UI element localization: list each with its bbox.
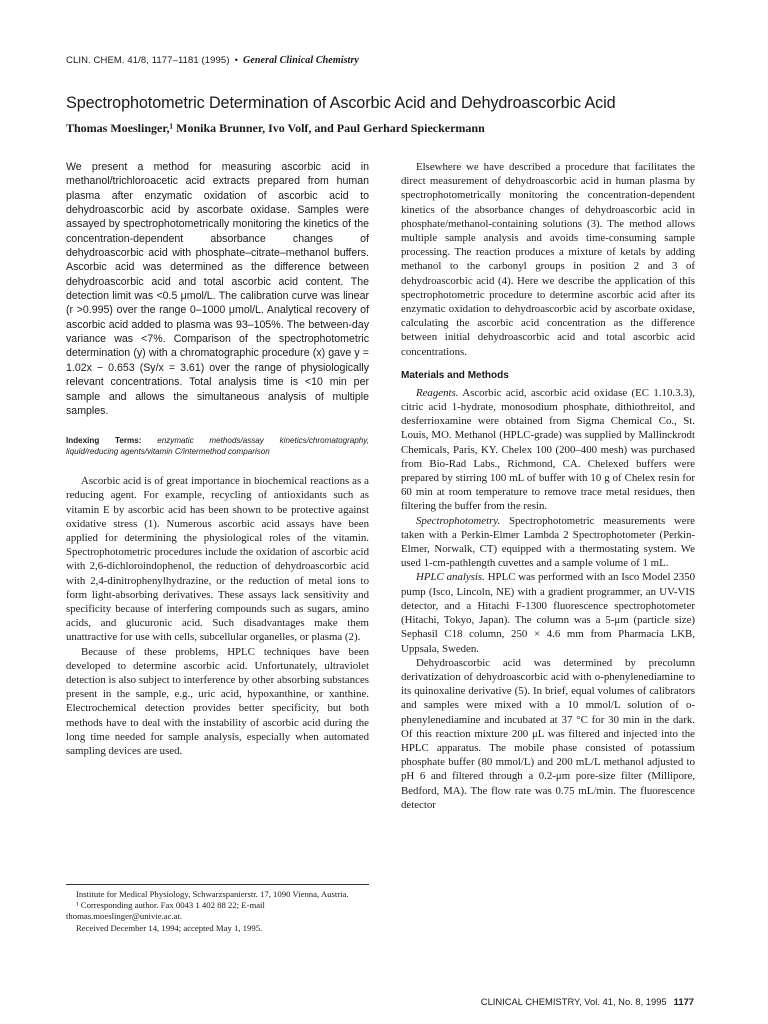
left-column — [66, 160, 369, 758]
reagents-text: Ascorbic acid, ascorbic acid oxidase (EC 1.10.3.3), citric acid 1-hydrate, monosodium phosphate, dithiothreitol, and desferrioxamine were obtained from Sigma Chemical Co., St. Louis, MO. Methanol (HPLC-grade) was supplied by Mallinckrodt Chemicals, Paris, KY. Chelex 100 (200–400 mesh) was purchased from Bio-Rad Labs., Richmond, CA. Chelexed buffers were prepared by stirring 100 mL of buffer with 10 g of Chelex resin for 60 min at room temperature to remove trace metal residues, then filtering the buffer from the resin. — [401, 386, 695, 513]
running-head — [66, 55, 359, 66]
spacer — [66, 457, 369, 474]
page-number: 1177 — [673, 996, 694, 1007]
section-heading-materials: Materials and Methods — [401, 369, 509, 381]
indexing-terms-label: Indexing Terms: — [66, 436, 142, 446]
bullet: • — [234, 55, 239, 66]
author-list: Thomas Moeslinger,¹ Monika Brunner, Ivo Volf, and Paul Gerhard Spieckermann — [66, 121, 485, 135]
affiliation-footnote: Institute for Medical Physiology, Schwarzspanierstr. 17, 1090 Vienna, Austria. — [76, 889, 349, 899]
section-name: General Clinical Chemistry — [243, 55, 359, 66]
page-footer — [481, 996, 694, 1007]
spectrophotometry-text: Spectrophotometric measurements were taken with a Perkin-Elmer Lambda 2 Spectrophotometer (Perkin-Elmer, Norwalk, CT) equipped with a thermostating system. We used 1-cm-pathlength cuvettes and a sample volume of 1 mL. — [401, 514, 695, 570]
intro-paragraph-2: Because of these problems, HPLC techniques have been developed to determine ascorbic acid. Unfortunately, ultraviolet detection is also subject to interference by other absorbing substances present in the sample, e.g., uric acid, hypoxanthine, or xanthine. Electrochemical detection provides better specificity, but both methods have to deal with the instability of ascorbic acid during the long time needed for sample analysis, especially when automated sampling devices are used. — [66, 645, 369, 758]
indexing-terms-list: enzymatic methods/assay kinetics/chromatography, liquid/reducing agents/vitamin C/intermethod comparison — [66, 436, 369, 457]
abstract: We present a method for measuring ascorbic acid in methanol/trichloroacetic acid extracts prepared from human plasma after enzymatic oxidation of ascorbic acid to dehydroascorbic acid by ascorbate oxidase. Samples were assayed by spectrophotometrically monitoring the kinetics of the concentration-dependent absorbance changes of dehydroascorbic acid with phosphate–citrate–methanol buffers. Ascorbic acid was determined as the difference between dehydroascorbic acid and total ascorbic acid content. The detection limit was <0.5 μmol/L. The calibration curve was linear (r >0.995) over the range 0–1000 μmol/L. Analytical recovery of ascorbic acid added to plasma was 93–105%. The between-day variance was <7%. Comparison of the spectrophotometric determination (y) with a chromatographic procedure (x) gave y = 1.02x − 0.653 (Sy/x = 3.61) over the range of physiologically relevant concentrations. Total analysis time is <10 min per sample and allows the simultaneous analysis of multiple samples. — [66, 161, 369, 417]
spectrophotometry-label: Spectrophotometry. — [416, 514, 501, 527]
citation: CLIN. CHEM. 41/8, 1177–1181 (1995) — [66, 55, 230, 66]
reagents-label: Reagents. — [416, 386, 459, 399]
dehydroascorbic-paragraph: Dehydroascorbic acid was determined by precolumn derivatization of dehydroascorbic acid with o-phenylenediamine to its quinoxaline derivative (5). In brief, equal volumes of calibrators and samples were mixed with a 10 mmol/L solution of o-phenylenediamine and incubated at 37 °C for 30 min in the dark. Of this reaction mixture 200 μL was filtered and injected into the HPLC apparatus. The mobile phase consisted of potassium phosphate buffer (80 mmol/L) and 200 mL/L methanol adjusted to pH 6 and filtered through a 0.2-μm pore-size filter (Millipore, Bedford, MA). The flow rate was 0.75 mL/min. The fluorescence detector — [401, 656, 695, 811]
footer-journal: CLINICAL CHEMISTRY, Vol. 41, No. 8, 1995 — [480, 996, 667, 1007]
hplc-paragraph — [401, 570, 695, 655]
right-column — [401, 160, 695, 812]
hplc-text: HPLC was performed with an Isco Model 2350 pump (Isco, Lincoln, NE) with a gradient programmer, an UV-VIS detector, and a Hitachi F-1300 fluorescence spectrophotometer (Hitachi, Tokyo, Japan). The column was a 5-μm (particle size) Sephasil C18 column, 250 × 4.6 mm from Pharmacia LKB, Uppsala, Sweden. — [401, 571, 696, 655]
spectrophotometry-paragraph — [401, 514, 695, 571]
reagents-paragraph — [401, 386, 695, 514]
hplc-label: HPLC analysis. — [416, 571, 485, 584]
indexing-terms — [66, 435, 369, 457]
footnotes — [66, 884, 369, 934]
intro-paragraph-3: Elsewhere we have described a procedure that facilitates the direct measurement of dehydroascorbic acid in human plasma by spectrophotometrically monitoring the concentration-dependent kinetics of the absorbance changes of dehydroascorbic acid in phosphate/methanol-containing solutions (3). The method allows multiple sample analysis and avoids time-consuming sample processing. The reaction produces a mixture of ketals by adding methanol to the carbonyl groups in position 2 and 3 of dehydroascorbic acid (4). Here we describe the application of this spectrophotometric procedure to determine ascorbic acid after its enzymatic oxidation to dehydroascorbic acid by ascorbate oxidase, calculating the ascorbic acid concentration as the difference between initial dehydroascorbic acid and total ascorbic acid concentrations. — [401, 161, 695, 358]
intro-paragraph-1: Ascorbic acid is of great importance in biochemical reactions as a reducing agent. For example, recycling of antioxidants such as vitamin E by ascorbic acid has been shown to be protective against oxidative stress (1). Numerous ascorbic acid assays have been applied for determining the physiological roles of the vitamin. Spectrophotometric procedures include the oxidation of ascorbic acid with 2,6-dichloroindophenol, the reduction of dehydroascorbic acid with 2,4-dinitrophenylhydrazine, or the reduction of metal ions to form light-absorbing derivatives. These assays lack sensitivity and specificity because of interfering compounds such as sugars, amino acids, and glucuronic acid. Such disadvantages make them unattractive for use with cells, subcellular organelles, or plasma (2). — [66, 475, 369, 644]
article-title: Spectrophotometric Determination of Ascorbic Acid and Dehydroascorbic Acid — [66, 94, 616, 112]
corresponding-author-footnote: ¹ Corresponding author. Fax 0043 1 402 88 22; E-mail thomas.moeslinger@univie.ac.at. — [66, 900, 265, 922]
received-date-footnote: Received December 14, 1994; accepted May 1, 1995. — [76, 922, 263, 933]
